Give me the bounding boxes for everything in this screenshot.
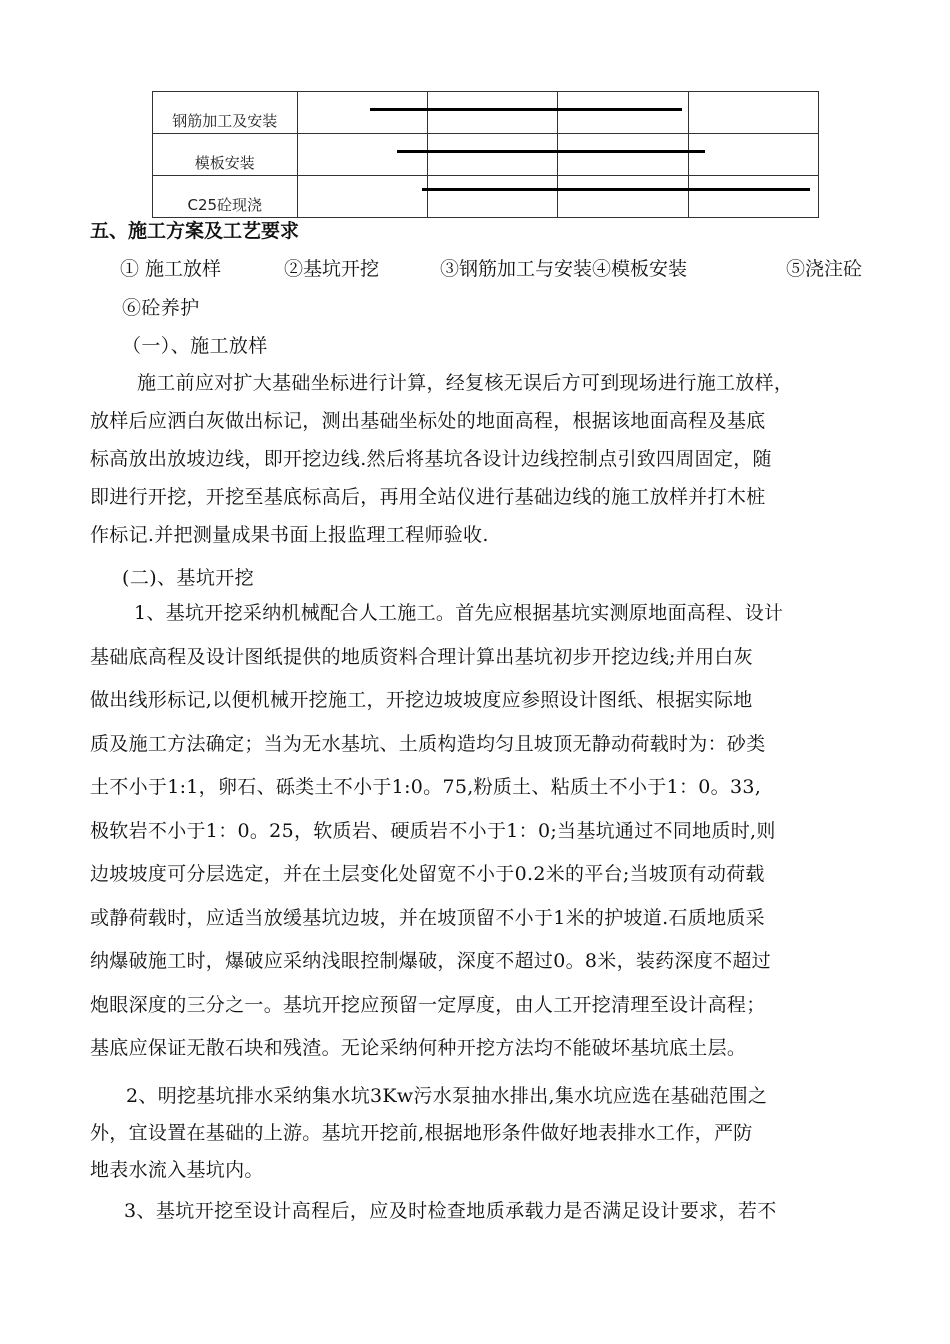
schedule-cell — [427, 134, 557, 176]
paragraph-line: 2、明挖基坑排水采纳集水坑3Kw污水泵抽水排出,集水坑应选在基础范围之 — [126, 1085, 768, 1107]
paragraph-line: 纳爆破施工时，爆破应采纳浅眼控制爆破，深度不超过0。8米，装药深度不超过 — [90, 950, 771, 972]
process-steps — [120, 254, 900, 284]
schedule-cell — [688, 134, 818, 176]
paragraph-line: 边坡坡度可分层选定，并在土层变化处留宽不小于0.2米的平台;当坡顶有动荷载 — [90, 863, 765, 885]
paragraph-line: 标高放出放坡边线，即开挖边线.然后将基坑各设计边线控制点引致四周固定，随 — [90, 448, 772, 470]
paragraph-line: 基底应保证无散石块和残渣。无论采纳何种开挖方法均不能破坏基坑底土层。 — [90, 1037, 747, 1059]
row-label: 模板安装 — [153, 134, 298, 176]
paragraph-line: 作标记.并把测量成果书面上报监理工程师验收. — [90, 524, 489, 546]
schedule-cell — [558, 134, 688, 176]
schedule-cell — [297, 176, 427, 218]
paragraph-line: 做出线形标记,以便机械开挖施工，开挖边坡坡度应参照设计图纸、根据实际地 — [90, 689, 753, 711]
paragraph-line: 或静荷载时，应适当放缓基坑边坡，并在坡顶留不小于1米的护坡道.石质地质采 — [90, 906, 765, 929]
paragraph-line: 放样后应洒白灰做出标记，测出基础坐标处的地面高程，根据该地面高程及基底 — [90, 410, 766, 432]
paragraph-layout — [90, 364, 793, 554]
step-item: ⑤浇注砼 — [786, 258, 863, 280]
schedule-cell — [558, 176, 688, 218]
schedule-row — [153, 92, 819, 134]
subsection-title: (二)、基坑开挖 — [122, 567, 255, 589]
schedule-cell — [427, 176, 557, 218]
gantt-bar-rebar — [370, 108, 682, 111]
paragraph-line: 基础底高程及设计图纸提供的地质资料合理计算出基坑初步开挖边线;并用白灰 — [90, 645, 753, 668]
schedule-cell — [558, 92, 688, 134]
gantt-bar-concrete — [422, 188, 810, 191]
schedule-cell — [427, 92, 557, 134]
paragraph-line: 土不小于1:1，卵石、砾类土不小于1:0。75,粉质土、粘质土不小于1：0。33, — [90, 776, 762, 798]
schedule-row — [153, 134, 819, 176]
step-item: ① 施工放样 — [120, 258, 222, 280]
schedule-table — [152, 91, 819, 213]
paragraph-line: 炮眼深度的三分之一。基坑开挖应预留一定厚度，由人工开挖清理至设计高程； — [90, 993, 766, 1016]
step-item: ②基坑开挖 — [284, 258, 380, 280]
paragraph-line: 外，宜设置在基础的上游。基坑开挖前,根据地形条件做好地表排水工作，严防 — [90, 1122, 753, 1144]
schedule-cell — [688, 92, 818, 134]
step-item: ⑥砼养护 — [122, 297, 200, 319]
gantt-bar-formwork — [397, 150, 705, 153]
schedule-row — [153, 176, 819, 218]
step-item: ③钢筋加工与安装④模板安装 — [440, 258, 688, 280]
subsection-title: （一）、施工放样 — [122, 335, 268, 357]
paragraph-line: 1、基坑开挖采纳机械配合人工施工。首先应根据基坑实测原地面高程、设计 — [134, 602, 784, 624]
row-label: 钢筋加工及安装 — [153, 92, 298, 134]
row-label: C25砼现浇 — [153, 176, 298, 218]
paragraph-line: 施工前应对扩大基础坐标进行计算，经复核无误后方可到现场进行施工放样， — [137, 372, 794, 394]
paragraph-line: 地表水流入基坑内。 — [90, 1159, 264, 1181]
schedule-cell — [688, 176, 818, 218]
section-heading: 五、施工方案及工艺要求 — [90, 220, 300, 242]
paragraph-line: 极软岩不小于1：0。25，软质岩、硬质岩不小于1：0;当基坑通过不同地质时,则 — [90, 819, 776, 842]
paragraph-excavation — [90, 592, 783, 1071]
paragraph-line: 质及施工方法确定；当为无水基坑、土质构造均匀且坡顶无静动荷载时为：砂类 — [90, 732, 766, 755]
paragraph-drainage — [90, 1078, 767, 1189]
schedule-cell — [297, 134, 427, 176]
paragraph-line: 即进行开挖，开挖至基底标高后，再用全站仪进行基础边线的施工放样并打木桩 — [90, 486, 766, 508]
schedule-cell — [297, 92, 427, 134]
paragraph-line: 3、基坑开挖至设计高程后，应及时检查地质承载力是否满足设计要求，若不 — [124, 1200, 777, 1222]
